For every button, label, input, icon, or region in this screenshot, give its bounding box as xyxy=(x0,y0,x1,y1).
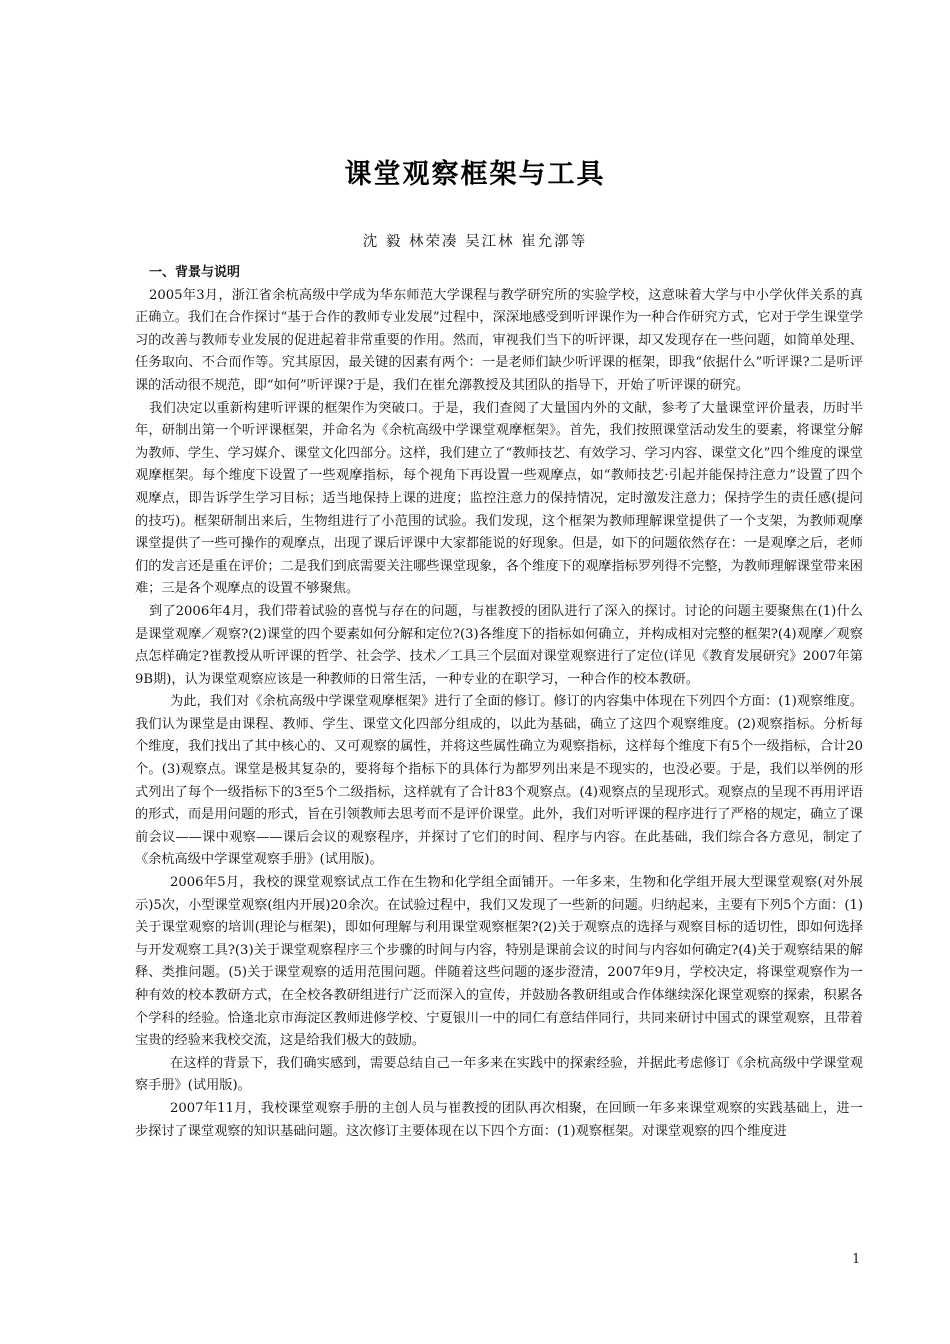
paragraph: 2005年3月，浙江省余杭高级中学成为华东师范大学课程与教学研究所的实验学校，这意味着大学与中小学伙伴关系的真正确立。我们在合作探讨“基于合作的教师专业发展”过程中，深深地感受到听评课作为一种合作研究方式，它对于学生课堂学习的改善与教师专业发展的促进起着非常重要的作用。然而，审视我们当下的听评课，却又发现存在一些问题，如简单处理、任务取向、不合而作等。究其原因，最关键的因素有两个：一是老师们缺少听评课的框架，即我“依据什么”听评课?二是听评课的活动很不规范，即“如何”听评课?于是，我们在崔允漷教授及其团队的指导下，开始了听评课的研究。 xyxy=(135,287,863,393)
document-authors: 沈 毅 林荣凑 吴江林 崔允漷等 xyxy=(362,234,588,250)
page-number: 1 xyxy=(852,1252,861,1267)
section-heading: 一、背景与说明 xyxy=(149,265,241,280)
paragraph: 2007年11月，我校课堂观察手册的主创人员与崔教授的团队再次相聚，在回顾一年多来课堂观察的实践基础上，进一步探讨了课堂观察的知识基础问题。这次修订主要体现在以下四个方面：(1)观察框架。对课堂观察的四个维度进 xyxy=(135,1100,863,1139)
paragraph: 为此，我们对《余杭高级中学课堂观摩框架》进行了全面的修订。修订的内容集中体现在下列四个方面：(1)观察维度。我们认为课堂是由课程、教师、学生、课堂文化四部分组成的，以此为基础，确立了这四个观察维度。(2)观察指标。分析每个维度，我们找出了其中核心的、又可观察的属性，并将这些属性确立为观察指标，这样每个维度下有5个一级指标，合计20个。(3)观察点。课堂是极其复杂的，要将每个指标下的具体行为都罗列出来是不现实的，也没必要。于是，我们以举例的形式列出了每个一级指标下的3至5个二级指标，这样就有了合计83个观察点。(4)观察点的呈现形式。观察点的呈现不再用评语的形式，而是用问题的形式，旨在引领教师去思考而不是评价课堂。此外，我们对听评课的程序进行了严格的规定，确立了课前会议——课中观察——课后会议的观察程序，并探讨了它们的时间、程序与内容。在此基础，我们综合各方意见，制定了《余杭高级中学课堂观察手册》(试用版)。 xyxy=(135,694,863,868)
document-body xyxy=(135,262,863,1143)
document-title: 课堂观察框架与工具 xyxy=(344,159,606,190)
paragraph: 在这样的背景下，我们确实感到，需要总结自己一年多来在实践中的探索经验，并据此考虑修订《余杭高级中学课堂观察手册》(试用版)。 xyxy=(135,1055,863,1094)
paragraph: 到了2006年4月，我们带着试验的喜悦与存在的问题，与崔教授的团队进行了深入的探讨。讨论的问题主要聚焦在(1)什么是课堂观摩／观察?(2)课堂的四个要素如何分解和定位?(3)各维度下的指标如何确立，并构成相对完整的框架?(4)观摩／观察点怎样确定?崔教授从听评课的哲学、社会学、技术／工具三个层面对课堂观察进行了定位(详见《教育发展研究》2007年第9B期)，认为课堂观察应该是一种教师的日常生活，一种专业的在职学习，一种合作的校本教研。 xyxy=(135,603,863,687)
paragraph: 我们决定以重新构建听评课的框架作为突破口。于是，我们查阅了大量国内外的文献，参考了大量课堂评价量表，历时半年，研制出第一个听评课框架，并命名为《余杭高级中学课堂观摩框架》。首先，我们按照课堂活动发生的要素，将课堂分解为教师、学生、学习媒介、课堂文化四部分。这样，我们建立了“教师技艺、有效学习、学习内容、课堂文化”四个维度的课堂观摩框架。每个维度下设置了一些观摩指标，每个视角下再设置一些观摩点，如“教师技艺·引起并能保持注意力”设置了四个观摩点，即告诉学生学习目标；适当地保持上课的进度；监控注意力的保持情况，定时激发注意力；保持学生的责任感(提问的技巧)。框架研制出来后，生物组进行了小范围的试验。我们发现，这个框架为教师理解课堂提供了一个支架，为教师观摩课堂提供了一些可操作的观摩点，出现了课后评课中大家都能说的好现象。但是，如下的问题依然存在：一是观摩之后，老师们的发言还是重在评价；二是我们到底需要关注哪些课堂现象，各个维度下的观摩指标罗列得不完整，为教师理解课堂带来困难；三是各个观摩点的设置不够聚焦。 xyxy=(135,400,863,597)
paragraph: 2006年5月，我校的课堂观察试点工作在生物和化学组全面铺开。一年多来，生物和化学组开展大型课堂观察(对外展示)5次，小型课堂观察(组内开展)20余次。在试验过程中，我们又发现了一些新的问题。归纳起来，主要有下列5个方面：(1)关于课堂观察的培训(理论与框架)，即如何理解与利用课堂观察框架?(2)关于观察点的选择与观察目标的适切性，即如何选择与开发观察工具?(3)关于课堂观察程序三个步骤的时间与内容，特别是课前会议的时间与内容如何确定?(4)关于观察结果的解释、类推问题。(5)关于课堂观察的适用范围问题。伴随着这些问题的逐步澄清，2007年9月，学校决定，将课堂观察作为一种有效的校本教研方式，在全校各教研组进行广泛而深入的宣传，并鼓励各教研组或合作体继续深化课堂观察的探索，积累各个学科的经验。恰逢北京市海淀区教师进修学校、宁夏银川一中的同仁有意结伴同行，共同来研讨中国式的课堂观察，且带着宝贵的经验来我校交流，这是给我们极大的鼓励。 xyxy=(135,875,863,1049)
